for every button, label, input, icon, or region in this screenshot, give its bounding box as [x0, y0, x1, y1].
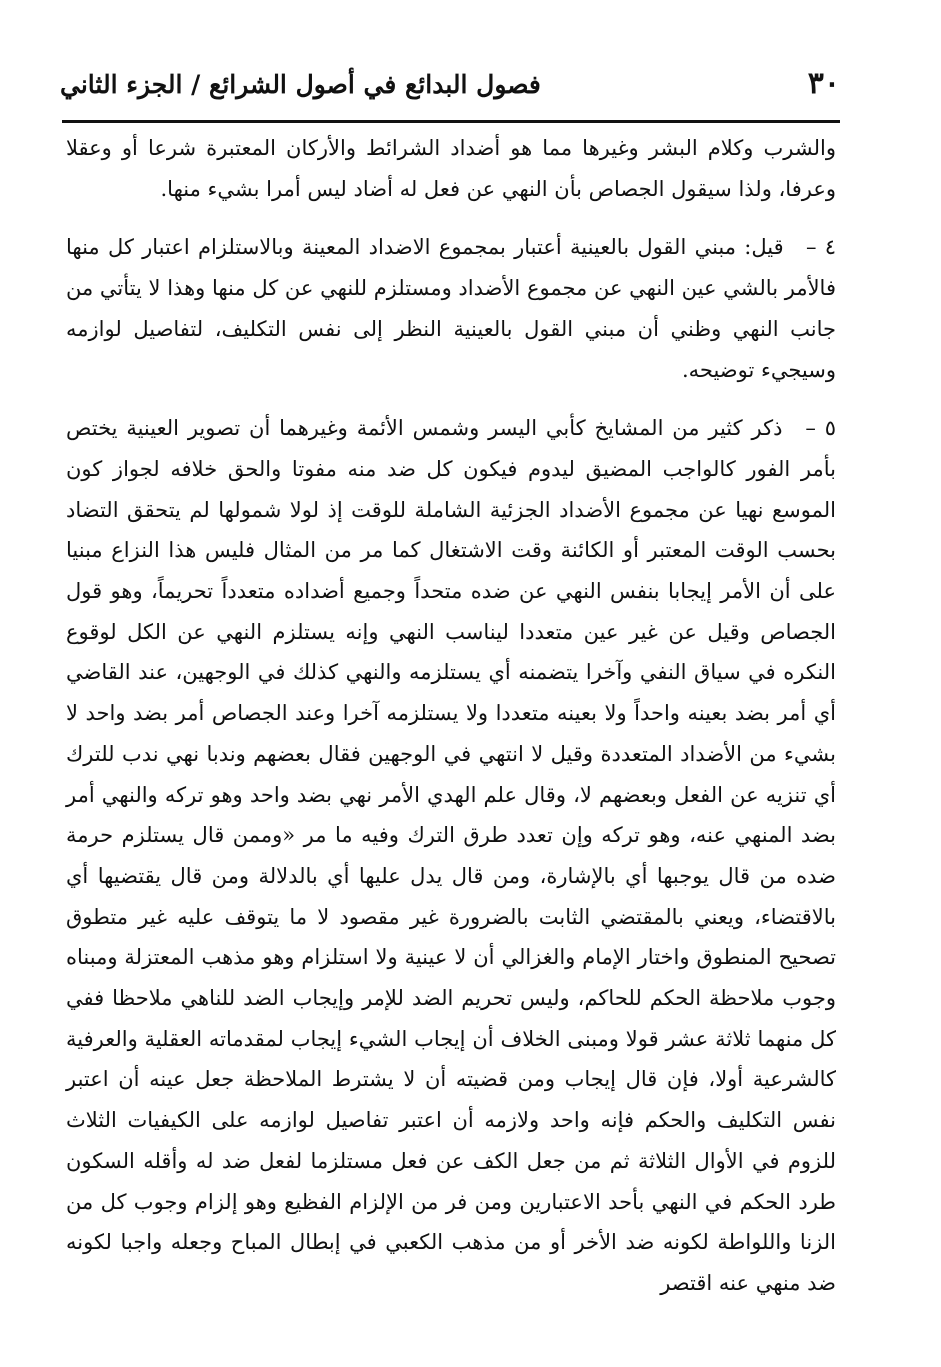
paragraph-text: قيل: مبني القول بالعينية أعتبار بمجموع الاضداد المعينة وبالاستلزام اعتبار كل منها فالأمر بالشي عين النهي عن مجموع الأضداد ومستلزم للنهي عن كل منها وهذا لا يتأتي من جانب النهي وظني أن مبني القول بالعينية النظر إلى نفس التكليف، لتفاصيل لوازمه وسيجيء توضيحه. — [66, 235, 836, 382]
paragraph-5 — [66, 408, 836, 1303]
paragraph-text: ذكر كثير من المشايخ كأبي اليسر وشمس الأئمة وغيرهما أن تصوير العينية يختص بأمر الفور كالواجب المضيق ليدوم فيكون كل ضد منه مفوتا والحق خلافه لجواز كون الموسع نهيا عن مجموع الأضداد الجزئية الشاملة للوقت إذ لولا شمولها لم يتحقق التضاد بحسب الوقت المعتبر أو الكائنة وقت الاشتغال كما مر من المثال فليس هذا النزاع مبنيا على أن الأمر إيجابا بنفس النهي عن ضده متحداً وجميع أضداده متعدداً تحريماً، وهو قول الجصاص وقيل عن غير عين متعددا ليناسب النهي وإنه يستلزم النهي عن الكل لوقوع النكره في سياق النفي وآخرا يتضمنه أي يستلزمه والنهي كذلك في الوجهين، عند القاضي أي أمر بضد بعينه واحداً ولا بعينه متعددا ولا يستلزمه آخرا وعند الجصاص أمر بضد واحد لا بشيء من الأضداد المتعددة وقيل لا انتهي في الوجهين فقال بعضهم وندبا نهي ندب للترك أي تنزيه عن الفعل وبعضهم لا، وقال علم الهدي الأمر نهي بضد واحد وهو تركه والنهي أمر بضد المنهي عنه، وهو تركه وإن تعدد طرق الترك وفيه ما مر «وممن قال يستلزم حرمة ضده من قال يوجبها أي بالإشارة، ومن قال يدل عليها أي بالدلالة ومن قال يقتضيها أي بالاقتضاء، ويعني بالمقتضي الثابت بالضرورة غير مقصود لا ما يتوقف عليه غير متطوق تصحيح المنطوق واختار الإمام والغزالي أن لا عينية ولا استلزام وهو مذهب المعتزلة ومبناه وجوب ملاحظة الحكم للحاكم، وليس تحريم الضد للإمر وإيجاب الضد للناهي ملاحظا ففي كل منهما ثلاثة عشر قولا ومبنى الخلاف أن إيجاب الشيء إيجاب لمقدماته العقلية والعرفية كالشرعية أولا، فإن قال إيجاب ومن قضيته أن لا يشترط الملاحظة جعل عينه أن اعتبر نفس التكليف والحكم فإنه واحد ولازمه أن اعتبر تفاصيل لوازمه على الكيفيات الثلاث للزوم في الأوال الثلاثة ثم من جعل الكف عن فعل مستلزما لفعل ضد له وأقله السكون طرد الحكم في النهي بأحد الاعتبارين ومن فر من الإلزام الفظيع وهو إلزام وجوب كل من الزنا واللواطة لكونه ضد الأخر أو من مذهب الكعبي في إبطال المباح وجعله واجبا لكونه ضد منهي عنه اقتصر — [66, 416, 836, 1295]
paragraph-number: ٤ – — [805, 235, 837, 260]
paragraph-4 — [66, 227, 836, 390]
page-header — [60, 62, 840, 118]
paragraph-text: والشرب وكلام البشر وغيرها مما هو أضداد الشرائط والأركان المعتبرة شرعا أو وعقلا وعرفا، ولذا سيقول الجصاص بأن النهي عن فعل له أضاد ليس أمرا بشيء منها. — [66, 136, 836, 201]
running-title: فصول البدائع في أصول الشرائع / الجزء الثاني — [60, 70, 541, 99]
header-divider — [62, 120, 840, 123]
page-number: ٣٠ — [807, 66, 840, 101]
paragraph-continued — [66, 128, 836, 209]
body-text — [66, 128, 836, 1304]
paragraph-number: ٥ – — [805, 416, 836, 441]
